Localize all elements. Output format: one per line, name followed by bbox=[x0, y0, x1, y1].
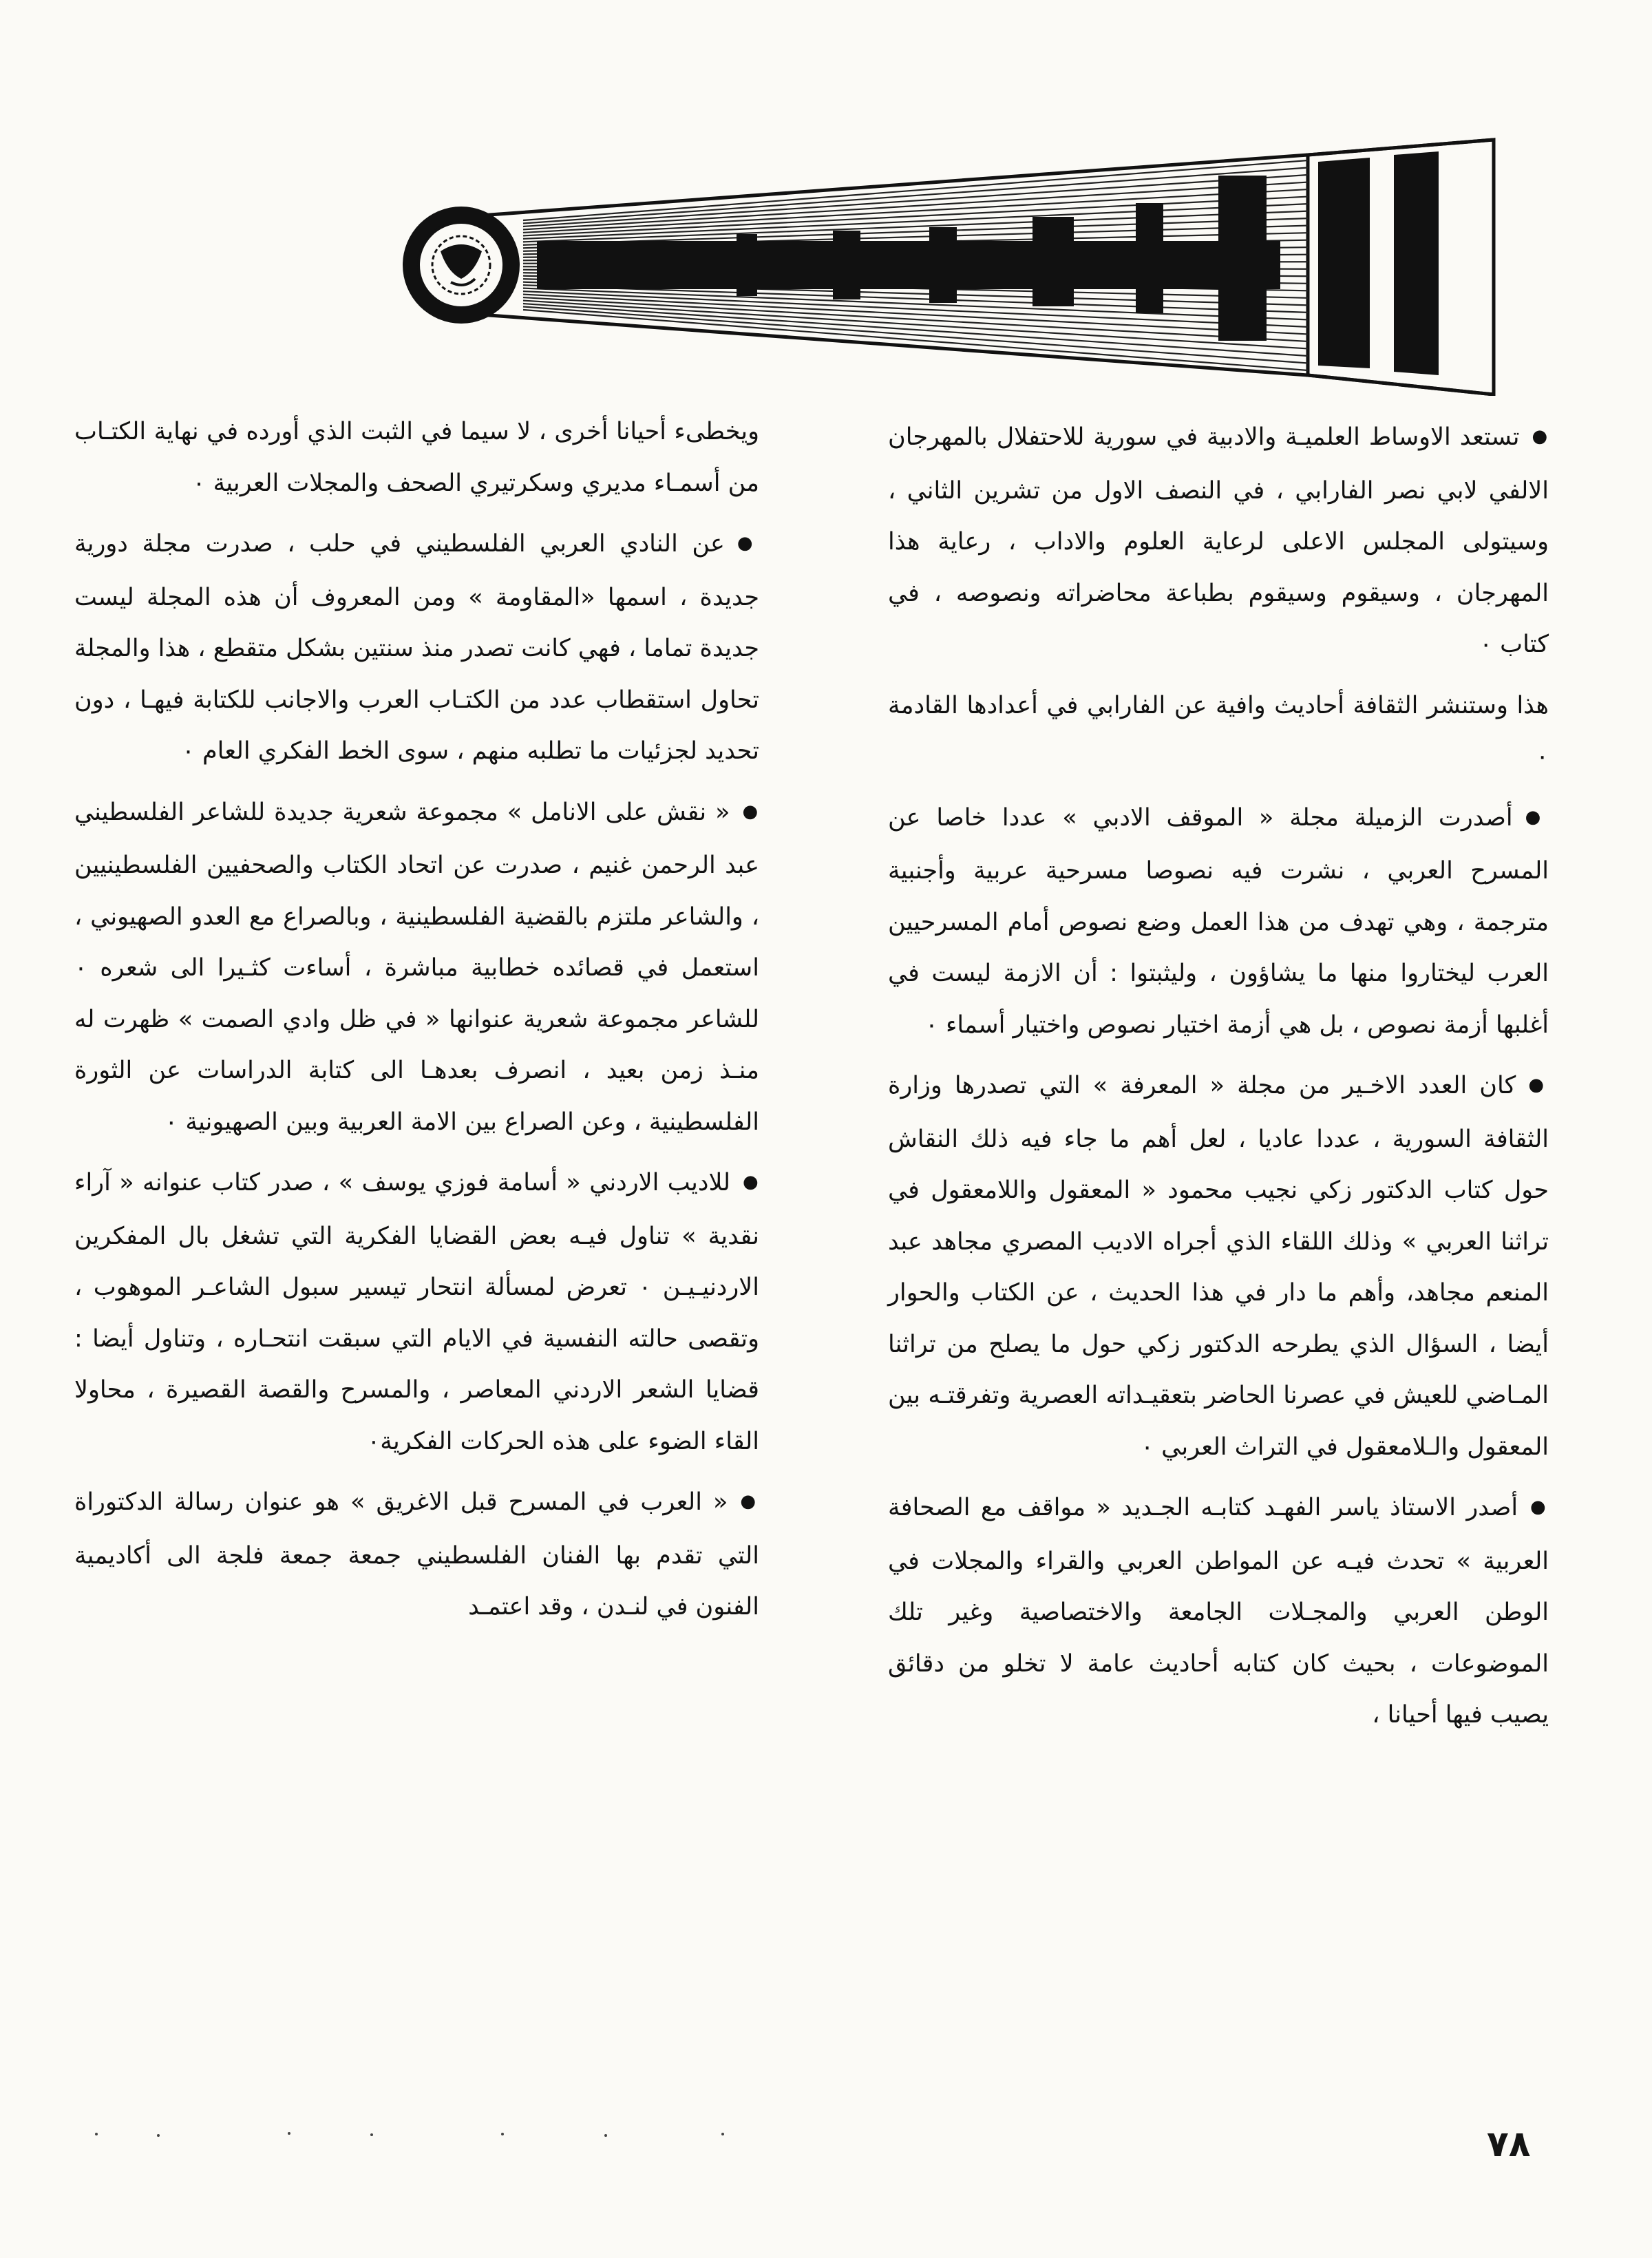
paragraph: ويخطىء أحيانا أخرى ، لا سيما في الثبت الذي أورده في نهاية الكتـاب من أسمـاء مديري وسكرتيري الصحف والمجلات العربية ٠ bbox=[74, 418, 759, 497]
footer-dots bbox=[83, 2127, 771, 2141]
paragraph: ● « نقش على الانامل » مجموعة شعرية جديدة للشاعر الفلسطيني عبد الرحمن غنيم ، صدرت عن اتحاد الكتاب والصحفيين الفلسطينيين ، والشاعر ملتزم بالقضية الفلسطينية ، وبالصراع مع العدو الصهيوني ، استعمل في قصائده خطابية مباشرة ، أساءت كثـيرا الى شعره ٠ للشاعر مجموعة شعرية عنوانها « في ظل وادي الصمت » ظهرت له منـذ زمن بعيد ، انصرف بعدهـا الى كتابة الدراسات عن الثورة الفلسطينية ، وعن الصراع بين الامة العربية وبين الصهيونية ٠ bbox=[74, 787, 759, 1148]
paragraph: هذا وستنشر الثقافة أحاديث وافية عن الفارابي في أعدادها القادمة ٠ bbox=[888, 691, 1549, 770]
paragraph: ● كان العدد الاخـير من مجلة « المعرفة » التي تصدرها وزارة الثقافة السورية ، عددا عاديا ، لعل أهم ما جاء فيه ذلك النقاش حول كتاب الدكتور زكي نجيب محمود « المعقول واللامعقول في تراثنا العربي » وذلك اللقاء الذي أجراه الاديب المصري مجاهد عبد المنعم مجاهد، وأهم ما دار في هذا الحديث ، عن الكتاب والحوار أيضا ، السؤال الذي يطرحه الدكتور زكي حول ما يصلح من تراثنا المـاضي للعيش في عصرنا الحاضر بتعقيـداته العصرية وتفرقتـه بين المعقول والـلامعقول في التراث العربي ٠ bbox=[888, 1060, 1549, 1473]
paragraph: ● تستعد الاوساط العلميـة والادبية في سورية للاحتفلال بالمهرجان الالفي لابي نصر الفارابي ، في النصف الاول من تشرين الثاني ، وسيتولى المجلس الاعلى لرعاية العلوم والاداب ، رعاية هذا المهرجان ، وسيقوم وسيقوم بطباعة محاضراته ونصوصه ، في كتاب ٠ bbox=[888, 412, 1549, 671]
right-column bbox=[888, 412, 1549, 1751]
left-column bbox=[74, 406, 759, 1643]
header-banner bbox=[392, 134, 1501, 396]
paragraph: ● أصدر الاستاذ ياسر الفهـد كتابـه الجـديد « مواقف مع الصحافة العربية » تحدث فيـه عن المواطن العربي والقراء والمجلات في الوطن العربي والمجـلات الجامعة والاختصاصية وغير تلك الموضوعات ، بحيث كان كتابه أحاديث عامة لا تخلو من دقائق يصيب فيها أحيانا ، bbox=[888, 1482, 1549, 1741]
header-banner-graphic bbox=[392, 134, 1501, 396]
paragraph: ● للاديب الاردني « أسامة فوزي يوسف » ، صدر كتاب عنوانه « آراء نقدية » تناول فيـه بعض القضايا الفكرية التي تشغل بال المفكرين الاردنيـيـن ٠ تعرض لمسألة انتحار تيسير سبول الشاعـر الموهوب ، وتقصى حالته النفسية في الايام التي سبقت انتحـاره ، وتناول أيضا : قضايا الشعر الاردني المعاصر ، والمسرح والقصة القصيرة ، محاولا القاء الضوء على هذه الحركات الفكرية٠ bbox=[74, 1157, 759, 1467]
paragraph: ● أصدرت الزميلة مجلة « الموقف الادبي » عددا خاصا عن المسرح العربي ، نشرت فيه نصوصا مسرحية عربية وأجنبية مترجمة ، وهي تهدف من هذا العمل وضع نصوص أمام المسرحيين العرب ليختاروا منها ما يشاؤون ، وليثبتوا : أن الازمة ليست في أغلبها أزمة نصوص ، بل هي أزمة اختيار نصوص واختيار أسماء ٠ bbox=[888, 792, 1549, 1051]
paragraph: ● عن النادي العربي الفلسطيني في حلب ، صدرت مجلة دورية جديدة ، اسمها «المقاومة » ومن المعروف أن هذه المجلة ليست جديدة تماما ، فهي كانت تصدر منذ سنتين بشكل متقطع ، هذا والمجلة تحاول استقطاب عدد من الكتـاب العرب والاجانب للكتابة فيهـا ، دون تحديد لجزئيات ما تطلبه منهم ، سوى الخط الفكري العام ٠ bbox=[74, 518, 759, 777]
page-number: ٧٨ bbox=[1487, 2124, 1531, 2165]
paragraph: ● « العرب في المسرح قبل الاغريق » هو عنوان رسالة الدكتوراة التي تقدم بها الفنان الفلسطيني جمعة جمعة فلجة الى أكاديمية الفنون في لنـدن ، وقد اعتمـد bbox=[74, 1477, 759, 1633]
